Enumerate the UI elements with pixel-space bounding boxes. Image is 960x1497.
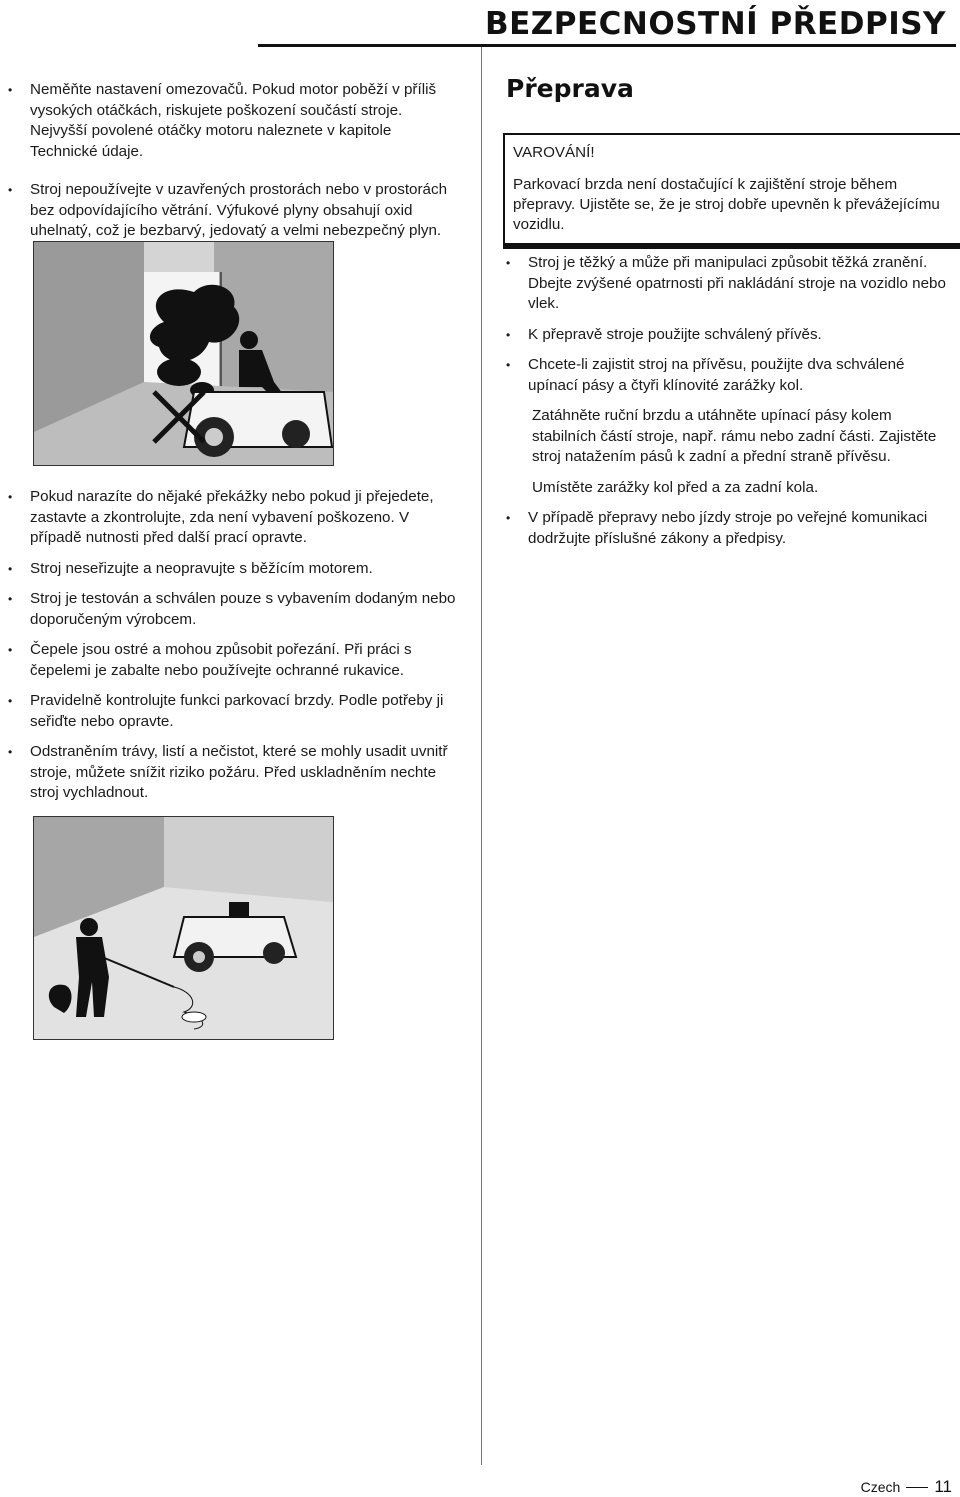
right-column: [506, 253, 952, 549]
column-divider: [481, 47, 482, 1465]
list-item: • Pokud narazíte do nějaké překážky nebo pokud ji přejedete, zastavte a zkontrolujte, zda není vybavení poškozeno. V případě nutnosti před další prací opravte.: [8, 487, 456, 549]
list-item: • Chcete-li zajistit stroj na přívěsu, použijte dva schválené upínací pásy a čtyři klínovité zarážky kol.: [506, 355, 952, 396]
left-column-top: [8, 80, 456, 242]
warning-text: Parkovací brzda není dostačující k zajištění stroje během přepravy. Ujistěte se, že je stroj dobře upevněn k převážejícímu vozidlu.: [513, 176, 940, 233]
footer-language: Czech: [860, 1479, 901, 1495]
header-rule: [258, 44, 956, 47]
left-column-bottom: [8, 487, 456, 804]
list-item: • Pravidelně kontrolujte funkci parkovací brzdy. Podle potřeby ji seřiďte nebo opravte.: [8, 691, 456, 732]
paragraph: Zatáhněte ruční brzdu a utáhněte upínací pásy kolem stabilních částí stroje, např. rámu nebo zadní části. Zajistěte stroj natažením pásů k zadní a přední straně přívěsu.: [532, 407, 937, 465]
list-item: • Stroj je těžký a může při manipulaci způsobit těžká zranění. Dbejte zvýšené opatrnosti při nakládání stroje na vozidlo nebo vlek.: [506, 253, 952, 315]
paragraph: Umístěte zarážky kol před a za zadní kola.: [532, 478, 819, 496]
page-number: 11: [934, 1477, 952, 1496]
section-heading: Přeprava: [506, 74, 634, 103]
list-item: • Stroj nepoužívejte v uzavřených prostorách nebo v prostorách bez odpovídajícího větrání. Výfukové plyny obsahují oxid uhelnatý, což je bezbarvý, jedovatý a velmi nebezpečný plyn.: [8, 180, 456, 242]
list-item: • K přepravě stroje použijte schválený přívěs.: [506, 325, 952, 346]
garage-exhaust-illustration: [33, 241, 334, 466]
list-item: • Čepele jsou ostré a mohou způsobit pořezání. Při práci s čepelemi je zabalte nebo používejte ochranné rukavice.: [8, 640, 456, 681]
list-item: • Stroj je testován a schválen pouze s vybavením dodaným nebo doporučeným výrobcem.: [8, 589, 456, 630]
footer-dash: [906, 1487, 928, 1488]
list-item: • Neměňte nastavení omezovačů. Pokud motor poběží v příliš vysokých otáčkách, riskujete poškození součástí stroje. Nejvyšší povolené otáčky motoru naleznete v kapitole Technické údaje.: [8, 80, 456, 162]
page-title: BEZPECNOSTNÍ PŘEDPISY: [485, 6, 946, 42]
warning-box: [503, 133, 960, 249]
mower-washing-illustration: [33, 816, 334, 1040]
list-item: • V případě přepravy nebo jízdy stroje po veřejné komunikaci dodržujte příslušné zákony a předpisy.: [506, 508, 952, 549]
warning-title: VAROVÁNÍ!: [513, 144, 595, 161]
list-item: • Odstraněním trávy, listí a nečistot, které se mohly usadit uvnitř stroje, můžete snížit riziko požáru. Před uskladněním nechte stroj vychladnout.: [8, 742, 456, 804]
list-item: • Stroj neseřizujte a neopravujte s běžícím motorem.: [8, 559, 456, 580]
page-footer: [861, 1477, 952, 1497]
